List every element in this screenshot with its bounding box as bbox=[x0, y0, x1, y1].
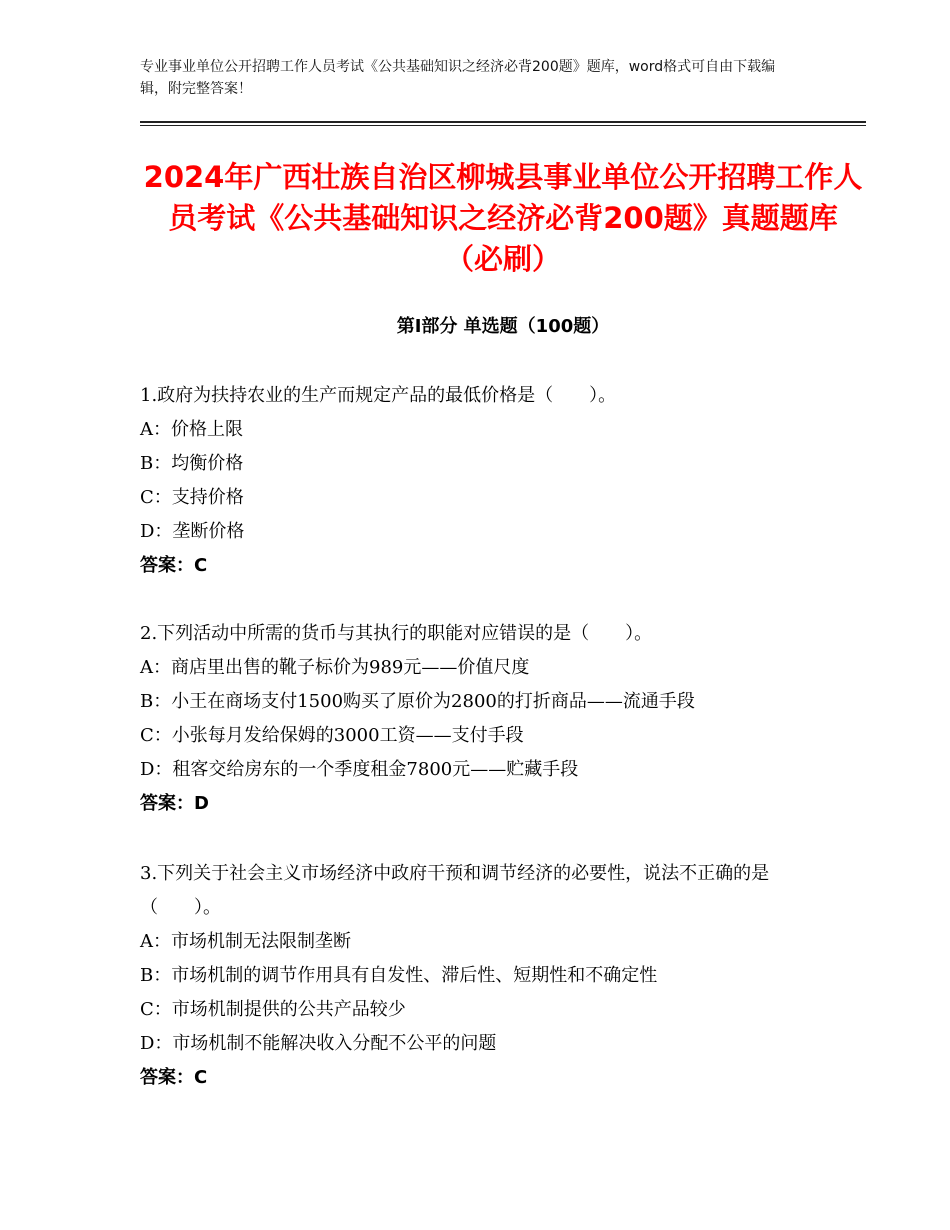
answer-label: 答案：C bbox=[140, 1067, 208, 1088]
option-d: D：市场机制不能解决收入分配不公平的问题 bbox=[140, 1033, 497, 1054]
option-d: D：租客交给房东的一个季度租金7800元——贮藏手段 bbox=[140, 759, 579, 780]
question-stem: 2.下列活动中所需的货币与其执行的职能对应错误的是（ ）。 bbox=[140, 623, 653, 644]
answer-label: 答案：D bbox=[140, 793, 209, 814]
header-note: 专业事业单位公开招聘工作人员考试《公共基础知识之经济必背200题》题库，word格式可自由下载编辑，附完整答案！ bbox=[140, 59, 776, 97]
option-b: B：市场机制的调节作用具有自发性、滞后性、短期性和不确定性 bbox=[140, 965, 658, 986]
option-a: A：价格上限 bbox=[140, 419, 243, 440]
section-title: 第Ⅰ部分 单选题（100题） bbox=[396, 316, 610, 337]
option-a: A：商店里出售的靴子标价为989元——价值尺度 bbox=[140, 657, 530, 678]
answer-label: 答案：C bbox=[140, 555, 208, 576]
question-stem: 3.下列关于社会主义市场经济中政府干预和调节经济的必要性，说法不正确的是（ ）。 bbox=[140, 863, 770, 918]
question-2 bbox=[140, 617, 830, 821]
question-1 bbox=[140, 379, 830, 583]
option-b: B：小王在商场支付1500购买了原价为2800的打折商品——流通手段 bbox=[140, 691, 695, 712]
option-d: D：垄断价格 bbox=[140, 521, 245, 542]
question-stem: 1.政府为扶持农业的生产而规定产品的最低价格是（ ）。 bbox=[140, 385, 617, 406]
question-3 bbox=[140, 857, 830, 1095]
header-rule-thick bbox=[140, 121, 866, 123]
header-rule-thin bbox=[140, 125, 866, 126]
option-c: C：小张每月发给保姆的3000工资——支付手段 bbox=[140, 725, 524, 746]
option-c: C：市场机制提供的公共产品较少 bbox=[140, 999, 406, 1020]
option-b: B：均衡价格 bbox=[140, 453, 244, 474]
option-c: C：支持价格 bbox=[140, 487, 244, 508]
document-title: 2024年广西壮族自治区柳城县事业单位公开招聘工作人员考试《公共基础知识之经济必背200题》真题题库（必刷） bbox=[143, 160, 863, 276]
option-a: A：市场机制无法限制垄断 bbox=[140, 931, 351, 952]
